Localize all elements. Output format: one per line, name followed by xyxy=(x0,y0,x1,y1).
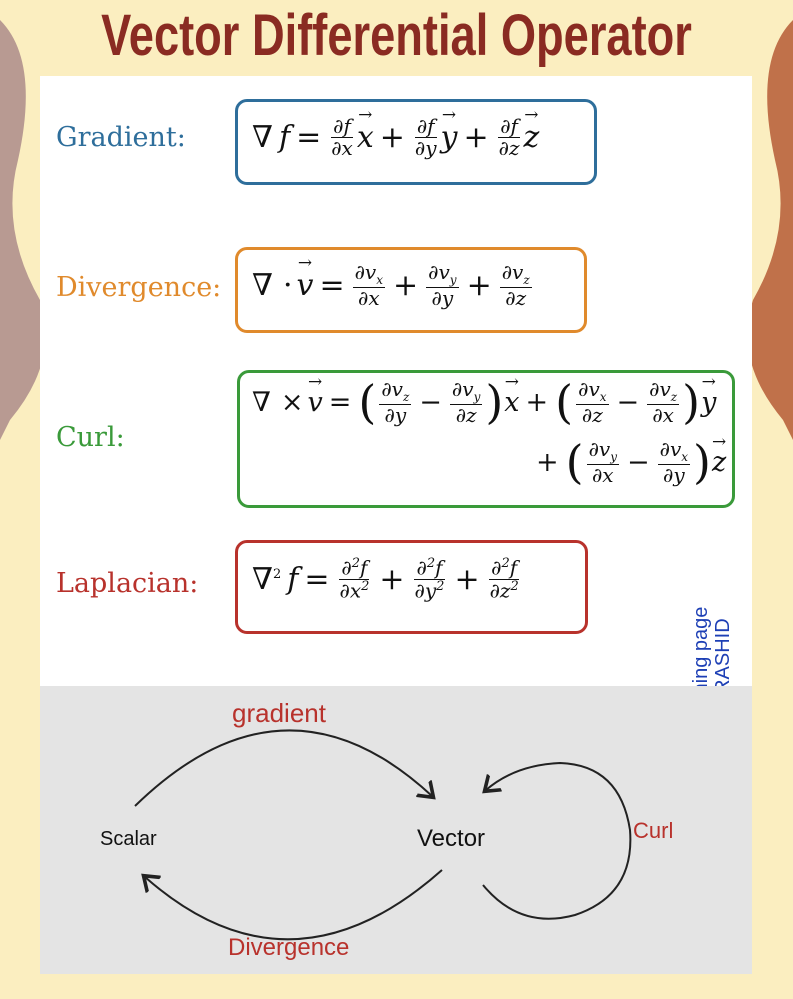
curl-formula-line-2: + ( $\frac{\partial v_y}{\partial x}$ − $\frac{\partial v_x}{\partial y}$ ) → z xyxy=(530,439,726,486)
curl-label: Curl: xyxy=(56,422,125,453)
curl-formula-line-1: ∇ × → v = ( $\frac{\partial v_z}{\partial y}$ − $\frac{\partial v_y}{\partial z}$ ) → x + ( $\frac{\partial v_x}{\partial z}$ − $\frac{\partial v_z}{\partial x}$ ) → y xyxy=(252,379,716,426)
gradient-arrow-label: gradient xyxy=(232,698,326,728)
laplacian-label: Laplacian: xyxy=(56,568,199,599)
vector-node: Vector xyxy=(417,825,486,852)
laplacian-formula-box xyxy=(235,540,588,634)
page-title: Vector Differential Operator xyxy=(101,3,692,68)
scalar-node: Scalar xyxy=(100,828,157,850)
curl-arrow-label: Curl xyxy=(633,818,674,843)
gradient-formula: ∇ f = $\frac{\partial f}{\partial x}$ → x + $\frac{\partial f}{\partial y}$ → y + $\frac{\partial f}{\partial z}$ → z xyxy=(252,116,539,159)
gradient-label: Gradient: xyxy=(56,122,186,153)
laplacian-formula: ∇$^2$ f = $\frac{\partial^2f}{\partial x^2}$ + $\frac{\partial^2f}{\partial y^2}$ + $\frac{\partial^2f}{\partial z^2}$ xyxy=(252,555,519,603)
divergence-formula-box xyxy=(235,247,587,333)
divergence-label: Divergence: xyxy=(56,272,222,303)
divergence-formula: ∇ · → v = $\frac{\partial v_x}{\partial x}$ + $\frac{\partial v_y}{\partial y}$ + $\frac{\partial v_z}{\partial z}$ xyxy=(252,262,534,309)
gradient-formula-box xyxy=(235,99,597,185)
curl-formula-box xyxy=(237,370,735,508)
divergence-arrow-label: Divergence xyxy=(228,934,350,961)
